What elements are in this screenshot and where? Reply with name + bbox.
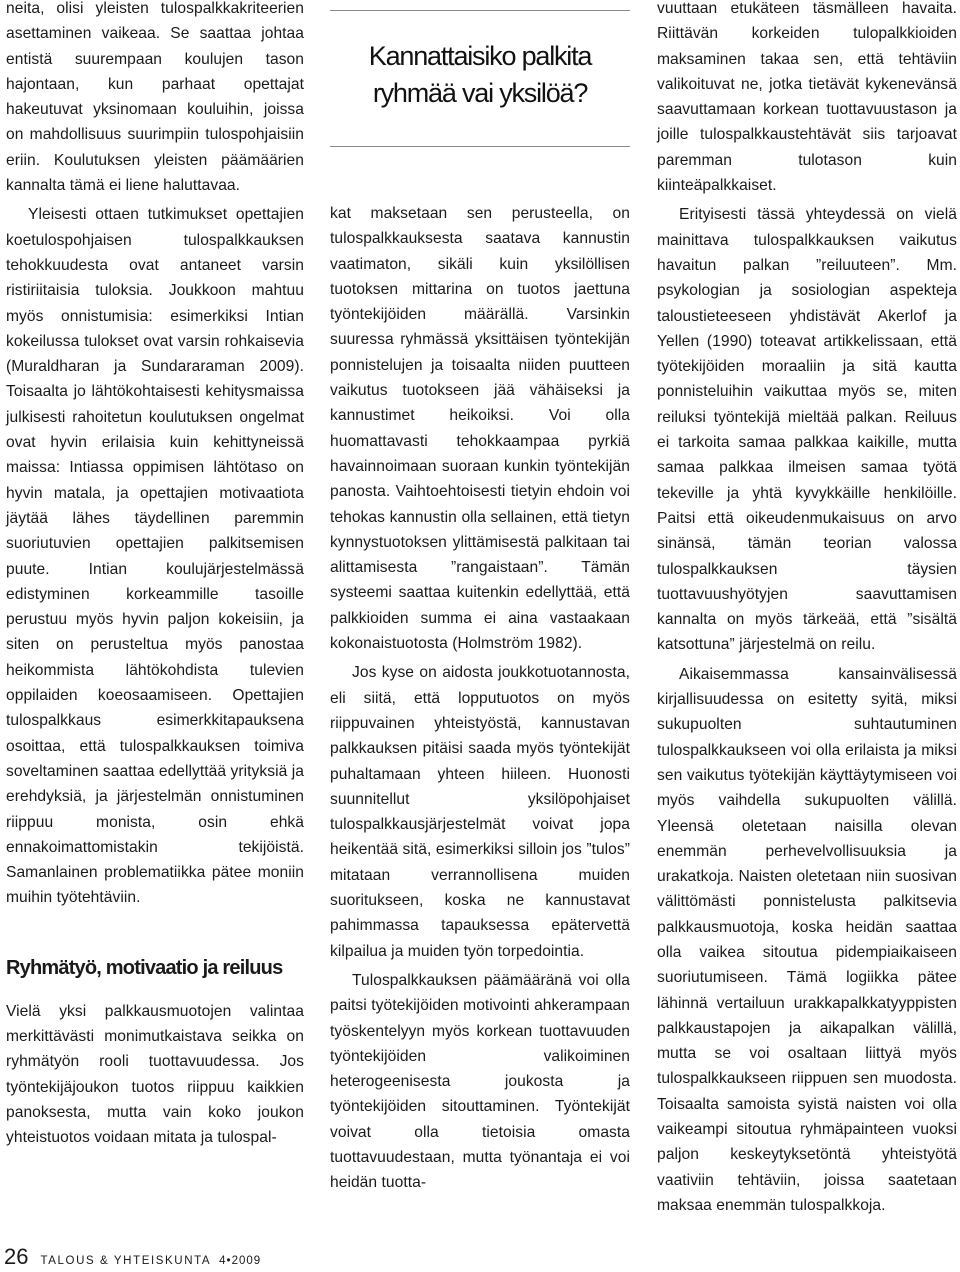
page-number: 26 [4, 1244, 29, 1269]
section-subheading: Ryhmätyö, motivaatio ja reiluus [6, 956, 283, 979]
body-paragraph: Tulospalkkauksen päämääränä voi olla paitsi työtekijöiden motivointi ahkerampaan työskentelyyn myös korkean tuottavuuden työntekijöiden valikoiminen heterogeenisesta joukosta ja työntekijöiden sitouttaminen. Työntekijät voivat olla tietoisia omasta tuottavuudestaan, mutta työnantaja ei voi heidän tuotta- [330, 971, 630, 1192]
pull-quote [330, 38, 630, 112]
left-column [6, 0, 304, 1150]
issue-number: 4•2009 [219, 1255, 262, 1267]
pull-quote-line: Kannattaisiko palkita [368, 41, 592, 71]
magazine-title: TALOUS & YHTEISKUNTA [40, 1255, 212, 1267]
body-paragraph: Aikaisemmassa kansainvälisessä kirjallisuudessa on esitetty syitä, miksi sukupuolten suhtautuminen tulospalkkaukseen voi olla erilaista ja miksi sen vaikutus työtekijän käyttäytymiseen voi myös vaihdella sukupuolten välillä. Yleensä oletetaan naisilla olevan enemmän perhevelvollisuuksia ja urakatkoja. Naisten oletetaan niin suosivan välittömästi ponnistelusta palkitsevia palkkausmuotoja, koska heidän saattaa olla vaikea sitoutua pidempiaikaiseen suoriutumiseen. Tämä logiikka pätee lähinnä vertailuun urakkapalkkatyyppisten palkkaustapojen ja aikapalkan välillä, mutta se voi osaltaan liittyä myös tulospalkkaukseen riippuen sen muodosta. Toisaalta samoista syistä naisten voi olla vaikeampi sitoutua ryhmäpainteen vuoksi paljon keskeytyksetöntä yhteistyötä vaativiin tehtäviin, joissa saatetaan maksaa enemmän tulospalkkoja. [657, 665, 957, 1214]
pull-quote-top-rule [330, 10, 630, 11]
body-paragraph: neita, olisi yleisten tulospalkkakriteerien asettaminen vaikeaa. Se saattaa johtaa entistä suurempaan koulujen tason hajontaan, kun parhaat opettajat hakeutuvat yksinomaan kouluihin, joissa on mahdollisuus suurimpiin tulospohjaisiin eriin. Koulutuksen yleisten päämäärien kannalta tämä ei liene haluttavaa. [6, 0, 304, 195]
body-paragraph: vuuttaan etukäteen täsmälleen havaita. Riittävän korkeiden tulopalkkioiden maksaminen takaa sen, että tehtäviin valikoituvat ne, jotka tietävät kykenevänsä saavuttamaan korkean tuottavuustason ja joille tulospalkkaustehtävät siis tarjoavat paremman tulotason kuin kiinteäpalkkaiset. [657, 0, 957, 195]
body-paragraph: Jos kyse on aidosta joukkotuotannosta, eli siitä, että lopputuotos on myös riippuvainen yhteistyöstä, kannustavan palkkauksen pitäisi saada myös työntekijät puhaltamaan yhteen hiileen. Huonosti suunnitellut yksilöpohjaiset tulospalkkausjärjestelmät voivat jopa heikentää sitä, esimerkiksi silloin jos ”tulos” mitataan verrannollisena muiden suoritukseen, koska ne kannustavat pahimmassa tapauksessa epätervettä kilpailua ja muiden työn torpedointia. [330, 664, 630, 960]
page-footer [4, 1244, 261, 1270]
middle-column [330, 201, 630, 1196]
right-column [657, 0, 957, 1218]
pull-quote-line: ryhmää vai yksilöä? [372, 78, 588, 108]
body-paragraph: kat maksetaan sen perusteella, on tulospalkkauksesta saatava kannustin vaatimaton, sikäli kuin yksilöllisen tuotoksen mittarina on tuotos jaettuna työntekijöiden määrällä. Varsinkin suuressa ryhmässä yksittäisen työntekijän ponnistelujen ja toisaalta niiden puutteen vaikutus tuotokseen jää vähäiseksi ja kannustimet heikoiksi. Voi olla huomattavasti tehokkaampaa pyrkiä havainnoimaan suoraan kunkin työntekijän panosta. Vaihtoehtoisesti tietyin ehdoin voi tehokas kannustin olla sellainen, että tietyn kynnystuotoksen ylittämisestä palkitaan tai alittamisesta ”rangaistaan”. Tämän systeemi saattaa kuitenkin edellyttää, että palkkioiden summa ei aina vastaakaan kokonaistuotosta (Holmström 1982). [330, 205, 630, 653]
body-paragraph: Yleisesti ottaen tutkimukset opettajien koetulospohjaisen tulospalkkauksen tehokkuudesta ovat antaneet varsin ristiriitaisia tuloksia. Joukkoon mahtuu myös onnistumisia: esimerkiksi Intian kokeilussa tulokset ovat varsin rohkaisevia (Muraldharan ja Sundararaman 2009). Toisaalta jo lähtökohtaisesti kehitysmaissa julkisesti rahoitetun koulutuksen ongelmat ovat hyvin erilaisia kuin kehittyneissä maissa: Intiassa oppimisen lähtötaso on hyvin matala, ja opettajien motivaatiota jäytää lähes täydellinen paremmin suoriutuvien opettajien palkitsemisen puute. Intian koulujärjestelmässä edistyminen korkeammille tasoille perustuu myös hyvin paljon kokeisiin, ja siten on perusteltua myös panostaa heikommista lähtökohdista tulevien oppilaiden koeosaamiseen. Opettajien tulospalkkaus esimerkkitapauksena osoittaa, että tulospalkkauksen toimiva soveltaminen saattaa edellyttää yrityksiä ja erehdyksiä, ja järjestelmän onnistuminen riippuu monista, osin ehkä ennakoimattomistakin tekijöistä. Samanlainen problematiikka pätee moniin muihin työtehtäviin. [6, 206, 304, 907]
body-paragraph: Erityisesti tässä yhteydessä on vielä mainittava tulospalkkauksen vaikutus havaitun palkan ”reiluuteen”. Mm. psykologian ja sosiologian aspekteja taloustieteeseen yhdistävät Akerlof ja Yellen (1990) toteavat artikkelissaan, että työtekijöiden moraaliin ja sitä kautta ponnisteluihin vaikuttaa myös se, miten reiluksi työntekijä mieltää palkan. Reiluus ei tarkoita samaa palkkaa kaikille, mutta samaa palkkaa ilmeisen samaa työtä tekeville ja yhtä kyvykkäille henkilöille. Paitsi että oikeudenmukaisuus on arvo sinänsä, tämän teorian valossa tulospalkkauksen täysien tuottavuushyötyjen saavuttamisen kannalta on myös tärkeää, että ”sisältä katsottuna” järjestelmä on reilu. [657, 206, 957, 654]
body-paragraph: Vielä yksi palkkausmuotojen valintaa merkittävästi monimutkaistava seikka on ryhmätyön rooli tuottavuudessa. Jos työntekijäjoukon tuotos riippuu kaikkien panoksesta, mutta vain koko joukon yhteistuotos voidaan mitata ja tulospal- [6, 1002, 304, 1147]
pull-quote-bottom-rule [330, 146, 630, 147]
